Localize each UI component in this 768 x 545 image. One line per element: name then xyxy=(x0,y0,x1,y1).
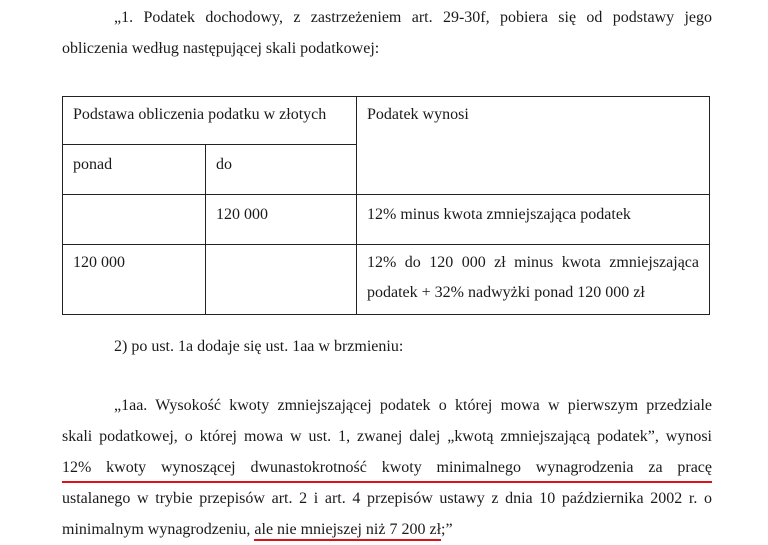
row2-tax-line-2: podatek + 32% nadwyżki ponad 120 000 zł xyxy=(367,284,645,301)
table-row xyxy=(63,195,710,245)
intro-line-2: obliczenia według następującej skali podatkowej: xyxy=(62,40,380,57)
row2-over: 120 000 xyxy=(63,245,206,315)
intro-paragraph xyxy=(62,2,712,64)
para-1aa-line-3-underlined: 12% kwoty wynoszącej dwunastokrotność kwoty minimalnego wynagrodzenia za pracę xyxy=(62,452,712,483)
para-1aa-line-5-underlined: ale nie mniejszej niż 7 200 zł xyxy=(254,521,441,541)
point-2 xyxy=(62,331,712,362)
subheader-over: ponad xyxy=(63,145,206,195)
subheader-to: do xyxy=(206,145,357,195)
para-1aa-line-5 xyxy=(62,514,712,545)
tax-scale-table xyxy=(62,96,710,315)
para-1aa-line-5-end: ;” xyxy=(441,521,453,538)
para-1aa-line-5-start: minimalnym wynagrodzeniu, xyxy=(62,521,255,538)
para-1aa-line-2: skali podatkowej, o której mowa w ust. 1, zwanej dalej „kwotą zmniejszającą podatek”, wynosi xyxy=(62,428,712,445)
table-header-row xyxy=(63,97,710,145)
para-1aa-line-1: „1aa. Wysokość kwoty zmniejszającej podatek o której mowa w pierwszym przedziale xyxy=(114,397,712,414)
para-1aa-line-4: ustalanego w trybie przepisów art. 2 i art. 4 przepisów ustawy z dnia 10 października 2002 r. o xyxy=(62,490,712,507)
table-row xyxy=(63,245,710,315)
row1-tax: 12% minus kwota zmniejszająca podatek xyxy=(357,195,710,245)
row2-to xyxy=(206,245,357,315)
intro-line-1: „1. Podatek dochodowy, z zastrzeżeniem art. 29-30f, pobiera się od podstawy jego xyxy=(114,9,712,26)
row2-tax xyxy=(357,245,710,315)
paragraph-1aa xyxy=(62,390,712,545)
row2-tax-line-1: 12% do 120 000 zł minus kwota zmniejszająca xyxy=(367,254,699,271)
row1-to: 120 000 xyxy=(206,195,357,245)
header-base: Podstawa obliczenia podatku w złotych xyxy=(63,97,357,145)
point-2-text: 2) po ust. 1a dodaje się ust. 1aa w brzmieniu: xyxy=(114,338,404,355)
row1-over xyxy=(63,195,206,245)
header-tax: Podatek wynosi xyxy=(357,97,710,195)
para-1aa-line-3-wrap xyxy=(62,452,712,483)
